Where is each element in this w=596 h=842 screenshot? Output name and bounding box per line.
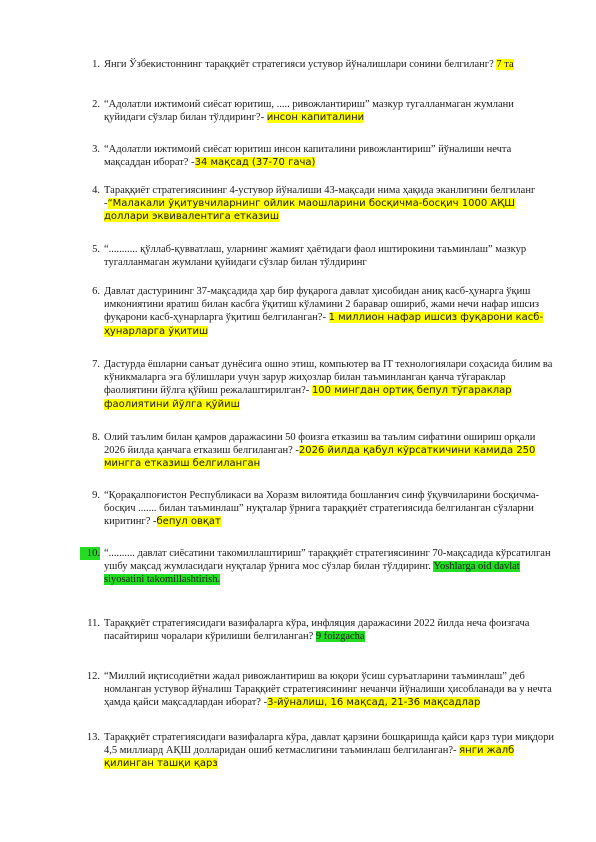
question-number: 10.	[80, 547, 100, 560]
question-text: “Қорақалпоғистон Республикаси ва Хоразм вилоятида бошланғич синф ўқувчиларини босқичма-босқич ....... билан таъминлаш” нуқталар ўрнига тараққиёт стратегиясида белгиланган сўзларни киритинг? -	[104, 490, 540, 528]
answer-highlight: 1 миллион нафар ишсиз фуқарони касб-ҳунарларга ўқитиш	[104, 312, 544, 337]
question-number: 7.	[92, 359, 100, 370]
question-number: 12.	[86, 671, 100, 682]
question-text: “Миллий иқтисодиётни жадал ривожлантириш ва юқори ўсиш суръатларини таъминлаш” деб номланган устувор йўналиш Тараққиёт стратегиясининг нечанчи йўналиши ҳисобланади ва у нечта ҳамда қайси мақсадлардан иборат? -	[104, 671, 552, 709]
question-text: Дастурда ёшларни санъат дунёсига ошно этиш, компьютер ва IT технологиялари соҳасида билим ва кўникмаларга эга бўлишлари учун зарур жиҳозлар билан таъминланган қанча тўгараклар фаолиятини йўлга қўйиш режалаштирилган?-	[104, 359, 553, 397]
question-number: 2.	[92, 99, 100, 110]
answer-highlight: бепул овқат	[156, 516, 221, 528]
question-item	[92, 431, 554, 471]
question-number: 11.	[87, 618, 100, 629]
question-item	[92, 358, 554, 411]
question-text: Тараққиёт стратегиясининг 4-устувор йўналиши 43-мақсади нима ҳақида эканлигини белгиланг -	[104, 185, 536, 210]
question-text: “Адолатли ижтимоий сиёсат юритиш, ..... ривожлантириш” мазкур тугалланмаган жумлани қуйидаги сўзлар билан тўлдиринг?-	[104, 99, 514, 124]
question-item	[92, 143, 554, 169]
question-number: 13.	[86, 732, 100, 743]
answer-highlight: 2026 йилда қабул кўрсаткичини камида 250 мингга етказиш белгиланган	[104, 445, 536, 470]
question-item	[92, 58, 554, 71]
question-text: “........... қўллаб-қувватлаш, уларнинг жамият ҳаётидаги фаол иштирокини таъминлаш” мазкур тугалланмаган жумлани қуйидаги сўзлар билан тўлдиринг	[104, 244, 527, 269]
question-text: Давлат дастурининг 37-мақсадида ҳар бир фуқарога давлат ҳисобидан аниқ касб-ҳунарга ўқиш имкониятини яратиш билан касбга ўқитиш кўламини 2 баравар ошириб, жами нечи нафар ишсиз фуқарони касб-ҳунарларга ўқитиш белгиланган?-	[104, 286, 539, 324]
question-text: “.......... давлат сиёсатини такомиллаштириш” тараққиёт стратегиясининг 70-мақсадида кўрсатилган ушбу мақсад жумласидаги нуқталар ўрнига мос сўзлар билан тўлдиринг.	[104, 548, 551, 573]
question-item	[92, 184, 554, 224]
answer-highlight: инсон капиталини	[266, 112, 365, 124]
answer-highlight: 3-йўналиш, 16 мақсад, 21-36 мақсадлар	[267, 697, 481, 709]
question-number: 5.	[92, 244, 100, 255]
question-number: 3.	[92, 144, 100, 155]
answer-highlight: 100 мингдан ортиқ бепул тўгараклар фаолиятини йўлга қўйиш	[104, 385, 512, 410]
question-item	[92, 285, 554, 338]
question-item	[92, 243, 554, 269]
answer-highlight: 34 мақсад (37-70 гача)	[194, 157, 316, 169]
question-text: “Адолатли ижтимоий сиёсат юритиш инсон капиталини ривожлантириш” йўналиши нечта мақсаддан иборат? -	[104, 144, 512, 169]
question-text: Тараққиёт стратегиясидаги вазифаларга кўра, давлат қарзини бошқаришда қайси қарз тури миқдори 4,5 миллиард АҚШ долларидан ошиб кетмаслигини таъминлаш белгиланган?-	[104, 732, 555, 757]
question-item	[87, 617, 554, 643]
answer-highlight: 7 та	[496, 59, 514, 70]
question-text: Янги Ўзбекистоннинг тараққиёт стратегияси устувор йўналишлари сонини белгиланг?	[104, 59, 497, 70]
question-item	[92, 489, 554, 529]
question-number: 9.	[92, 490, 100, 501]
question-item	[86, 670, 554, 710]
answer-highlight: янги жалб қилинган ташқи қарз	[104, 745, 515, 770]
question-text: Олий таълим билан қамров даражасини 50 фоизга етказиш ва таълим сифатини ошириш орқали 2026 йилда қанчага етказиш белгиланган? -	[104, 432, 536, 457]
answer-highlight: 9 foizgacha	[315, 631, 365, 643]
answer-highlight: “Малакали ўқитувчиларнинг ойлик маошларини босқичма-босқич 1000 АҚШ доллари эквивалентига етказиш	[104, 198, 515, 223]
question-number: 6.	[92, 286, 100, 297]
question-text: Тараққиёт стратегиясидаги вазифаларга кўра, инфляция даражасини 2022 йилда неча фоизгача пасайтириш чоралари кўрилиши белгиланган?	[104, 618, 530, 643]
answer-highlight: Yoshlarga oid davlat siyosatini takomillashtirish.	[104, 561, 520, 586]
question-item	[86, 731, 555, 771]
question-number: 4.	[92, 185, 100, 196]
question-number: 8.	[92, 432, 100, 443]
question-number: 1.	[92, 59, 100, 70]
question-item	[86, 547, 554, 587]
question-item	[92, 98, 554, 124]
